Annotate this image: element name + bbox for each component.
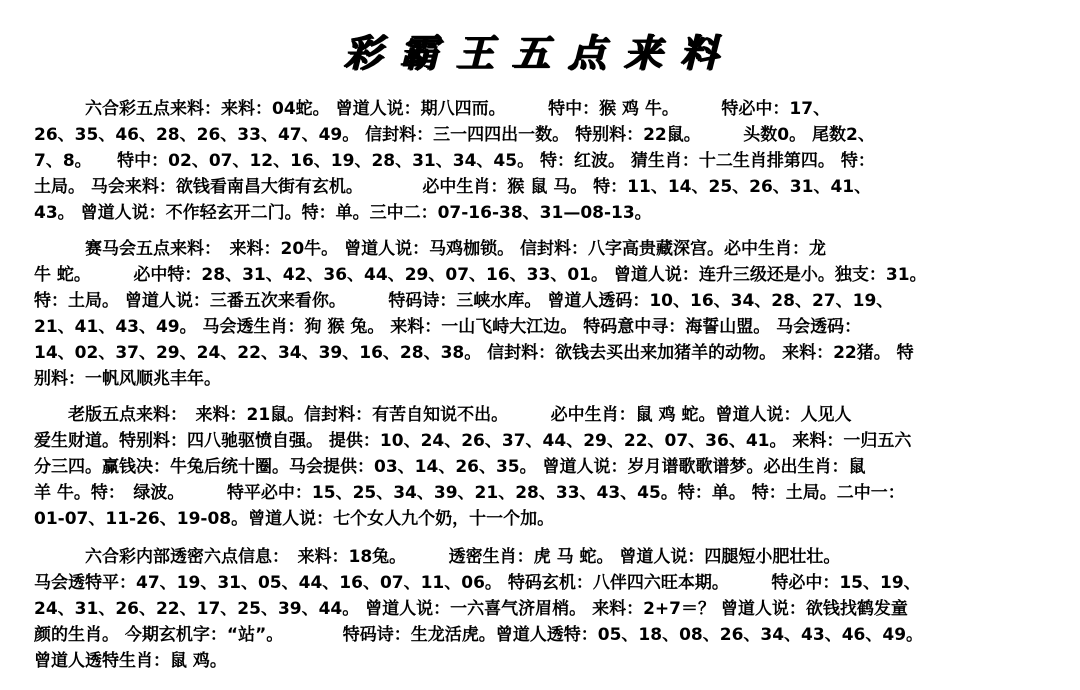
text-line: 分三四。赢钱决：牛兔后统十圈。马会提供：03、14、26、35。 曾道人说：岁月谱歌歌谱梦。必出生肖：鼠 xyxy=(34,457,866,477)
text-line: 土局。 马会来料：欲钱看南昌大街有玄机。 必中生肖：猴 鼠 马。 特：11、14、25、26、31、41、 xyxy=(34,177,872,197)
text-line: 43。 曾道人说：不作轻玄开二门。特：单。三中二：07-16-38、31—08-13。 xyxy=(34,203,652,223)
section-saimahui-five-point xyxy=(34,236,1050,392)
text-line: 六合彩内部透密六点信息： 来料：18兔。 透密生肖：虎 马 蛇。 曾道人说：四腿短小肥壮壮。 xyxy=(34,547,841,567)
text-line: 爱生财道。特别料：四八驰驱愤自强。 提供：10、24、26、37、44、29、22、07、36、41。 来料：一归五六 xyxy=(34,431,912,451)
text-line: 26、35、46、28、26、33、47、49。 信封料：三一四四出一数。 特别料：22鼠。 头数0。 尾数2、 xyxy=(34,125,875,145)
page-title: 彩霸王五点来料 xyxy=(343,30,736,75)
text-line: 14、02、37、29、24、22、34、39、16、28、38。 信封料：欲钱去买出来加猪羊的动物。 来料：22猪。 特 xyxy=(34,343,914,363)
text-line: 7、8。 特中：02、07、12、16、19、28、31、34、45。 特：红波。 猜生肖：十二生肖排第四。 特： xyxy=(34,151,875,171)
text-line: 21、41、43、49。 马会透生肖：狗 猴 兔。 来料：一山飞峙大江边。 特码意中寻：海誓山盟。 马会透码： xyxy=(34,317,862,337)
text-line: 颜的生肖。 今期玄机字：“站”。 特码诗：生龙活虎。曾道人透特：05、18、08、26、34、43、46、49。 xyxy=(34,625,924,645)
text-line: 特：土局。 曾道人说：三番五次来看你。 特码诗：三峡水库。 曾道人透码：10、16、34、28、27、19、 xyxy=(34,291,894,311)
text-line: 24、31、26、22、17、25、39、44。 曾道人说：一六喜气济眉梢。 来料：2+7＝？ 曾道人说：欲钱找鹤发童 xyxy=(34,599,908,619)
section-laoban-five-point xyxy=(34,402,1050,532)
text-line: 赛马会五点来料： 来料：20牛。 曾道人说：马鸡枷锁。 信封料：八字高贵藏深宫。必中生肖：龙 xyxy=(34,239,826,259)
text-line: 马会透特平：47、19、31、05、44、16、07、11、06。 特码玄机：八伴四六旺本期。 特必中：15、19、 xyxy=(34,573,921,593)
text-line: 老版五点来料： 来料：21鼠。信封料：有苦自知说不出。 必中生肖：鼠 鸡 蛇。曾道人说：人见人 xyxy=(34,405,852,425)
text-line: 01-07、11-26、19-08。曾道人说：七个女人九个奶，十一个加。 xyxy=(34,509,555,529)
section-liuhecai-five-point xyxy=(34,96,1050,226)
text-line: 曾道人透特生肖：鼠 鸡。 xyxy=(34,651,227,671)
text-line: 六合彩五点来料：来料：04蛇。 曾道人说：期八四而。 特中：猴 鸡 牛。 特必中：17、 xyxy=(34,99,831,119)
text-line: 羊 牛。特： 绿波。 特平必中：15、25、34、39、21、28、33、43、45。特：单。 特：土局。二中一： xyxy=(34,483,905,503)
text-line: 牛 蛇。 必中特：28、31、42、36、44、29、07、16、33、01。 曾道人说：连升三级还是小。独支：31。 xyxy=(34,265,927,285)
text-line: 别料：一帆风顺兆丰年。 xyxy=(34,369,221,389)
section-internal-six-point xyxy=(34,544,1050,674)
